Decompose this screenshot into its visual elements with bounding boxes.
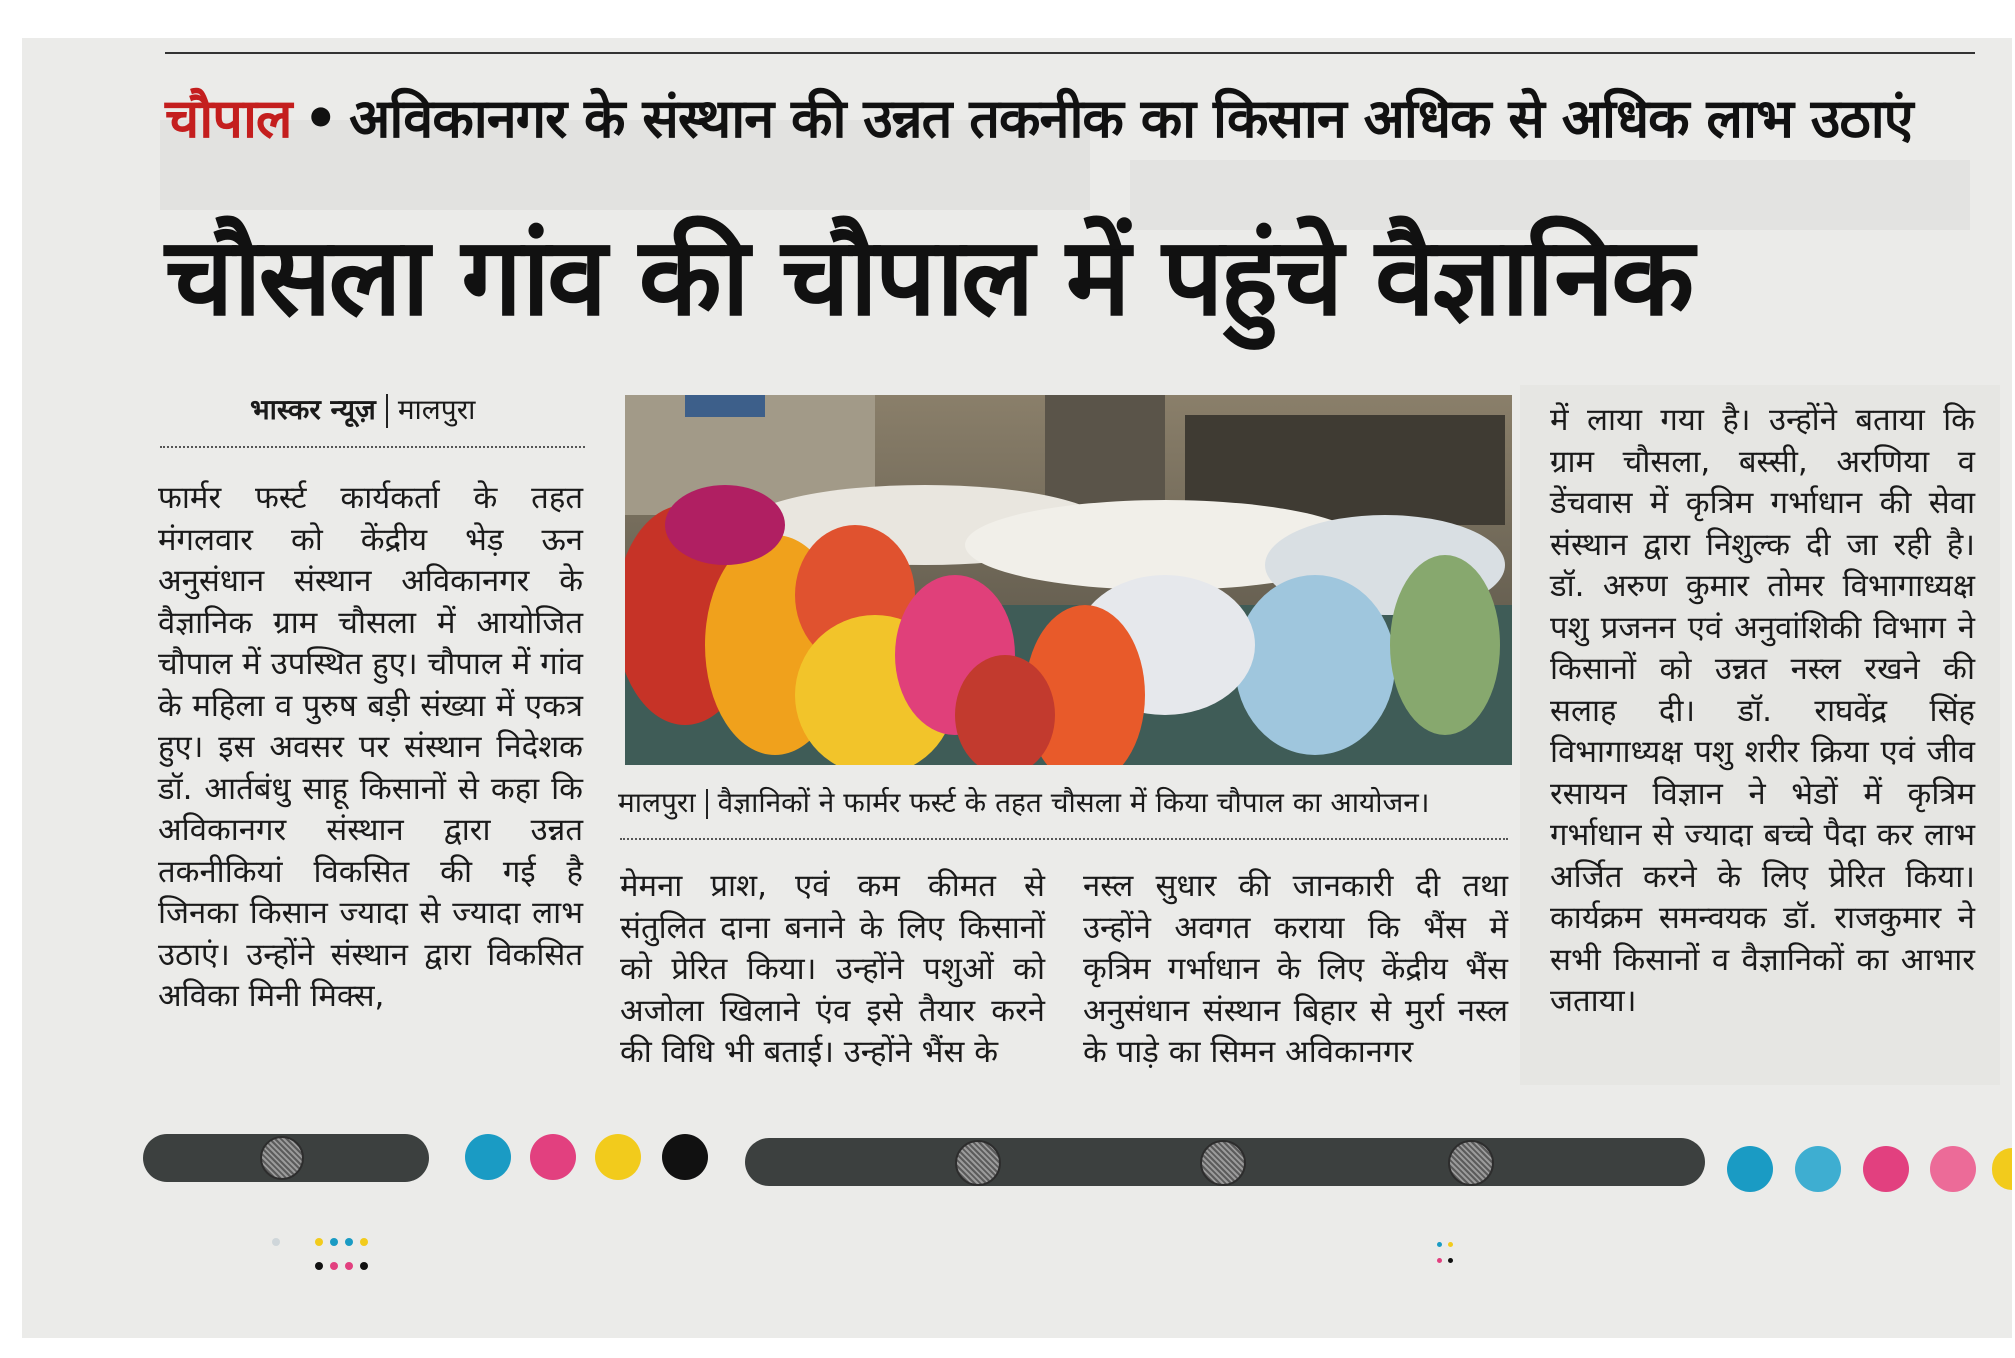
registration-target-1	[260, 1136, 304, 1180]
byline-place: मालपुरा	[397, 393, 476, 426]
tiny-dot	[1437, 1258, 1442, 1263]
cyan-dot-right-1	[1727, 1146, 1773, 1192]
yellow-dot	[595, 1134, 641, 1180]
article-column-2: मेमना प्राश, एवं कम कीमत से संतुलित दाना बनाने के लिए किसानों को प्रेरित किया। उन्होंने पशुओं को अजोला खिलाने एंव इसे तैयार करने की विधि भी बताई। उन्होंने भैंस के	[620, 868, 1045, 1070]
cyan-dot-right-2	[1795, 1146, 1841, 1192]
tiny-dot	[345, 1262, 353, 1270]
photo-caption	[618, 780, 1508, 826]
byline-source: भास्कर न्यूज़	[250, 393, 376, 426]
caption-text: वैज्ञानिकों ने फार्मर फर्स्ट के तहत चौसला में किया चौपाल का आयोजन।	[717, 786, 1430, 819]
tiny-dot	[345, 1238, 353, 1246]
cyan-dot	[465, 1134, 511, 1180]
caption-separator	[706, 789, 708, 819]
tiny-dot	[315, 1262, 323, 1270]
registration-target-4	[1448, 1140, 1494, 1186]
registration-target-3	[1200, 1140, 1246, 1186]
tiny-dot	[330, 1238, 338, 1246]
magenta-dot-right-1	[1863, 1146, 1909, 1192]
black-dot	[662, 1134, 708, 1180]
article-column-3: नस्ल सुधार की जानकारी दी तथा उन्होंने अवगत कराया कि भैंस में कृत्रिम गर्भाधान के लिए केंद्रीय भैंस अनुसंधान संस्थान बिहार से मुर्रा नस्ल के पाड़े का सिमन अविकानगर	[1083, 868, 1508, 1070]
byline-dotted-rule	[160, 446, 585, 448]
kicker	[165, 74, 1975, 164]
headline: चौसला गांव की चौपाल में पहुंचे वैज्ञानिक	[165, 215, 1692, 340]
news-photo	[625, 395, 1512, 765]
kicker-text: अविकानगर के संस्थान की उन्नत तकनीक का किसान अधिक से अधिक लाभ उठाएं	[349, 87, 1913, 150]
tiny-dot	[360, 1238, 368, 1246]
tiny-dot	[315, 1238, 323, 1246]
magenta-dot-right-2	[1930, 1146, 1976, 1192]
kicker-bullet: •	[303, 87, 338, 150]
tiny-dot	[1437, 1242, 1442, 1247]
magenta-dot	[530, 1134, 576, 1180]
caption-location: मालपुरा	[618, 786, 696, 819]
registration-target-2	[955, 1140, 1001, 1186]
top-rule	[165, 52, 1975, 54]
tiny-dot	[360, 1262, 368, 1270]
article-column-4: में लाया गया है। उन्होंने बताया कि ग्राम चौसला, बस्सी, अरणिया व डेंचवास में कृत्रिम गर्भाधान की सेवा संस्थान द्वारा निशुल्क दी जा रही है। डॉ. अरुण कुमार तोमर विभागाध्यक्ष पशु प्रजनन एवं अनुवांशिकी विभाग ने किसानों को उन्नत नस्ल रखने की सलाह दी। डॉ. राघवेंद्र सिंह विभागाध्यक्ष पशु शरीर क्रिया एवं जीव रसायन विज्ञान ने भेडों में कृत्रिम गर्भाधान से ज्यादा बच्चे पैदा कर लाभ अर्जित करने के लिए प्रेरित किया। कार्यक्रम समन्वयक डॉ. राजकुमार ने सभी किसानों व वैज्ञानिकों का आभार जताया।	[1550, 402, 1975, 1019]
byline-separator	[386, 394, 388, 428]
tiny-dot	[330, 1262, 338, 1270]
article-column-1: फार्मर फर्स्ट कार्यकर्ता के तहत मंगलवार को केंद्रीय भेड़ ऊन अनुसंधान संस्थान अविकानगर के वैज्ञानिक ग्राम चौसला में आयोजित चौपाल में उपस्थित हुए। चौपाल में गांव के महिला व पुरुष बड़ी संख्या में एकत्र हुए। इस अवसर पर संस्थान निदेशक डॉ. आर्तबंधु साहू किसानों से कहा कि अविकानगर संस्थान द्वारा उन्नत तकनीकियां विकसित की गई है जिनका किसान ज्यादा से ज्यादा लाभ उठाएं। उन्होंने संस्थान द्वारा विकसित अविका मिनी मिक्स,	[158, 480, 583, 1014]
photo-village-meeting	[625, 395, 1512, 765]
section-tag: चौपाल	[165, 87, 292, 150]
tiny-dot	[272, 1238, 280, 1246]
caption-dotted-rule	[620, 838, 1508, 840]
byline	[250, 388, 475, 432]
tiny-dot	[1448, 1258, 1453, 1263]
tiny-dot	[1448, 1242, 1453, 1247]
